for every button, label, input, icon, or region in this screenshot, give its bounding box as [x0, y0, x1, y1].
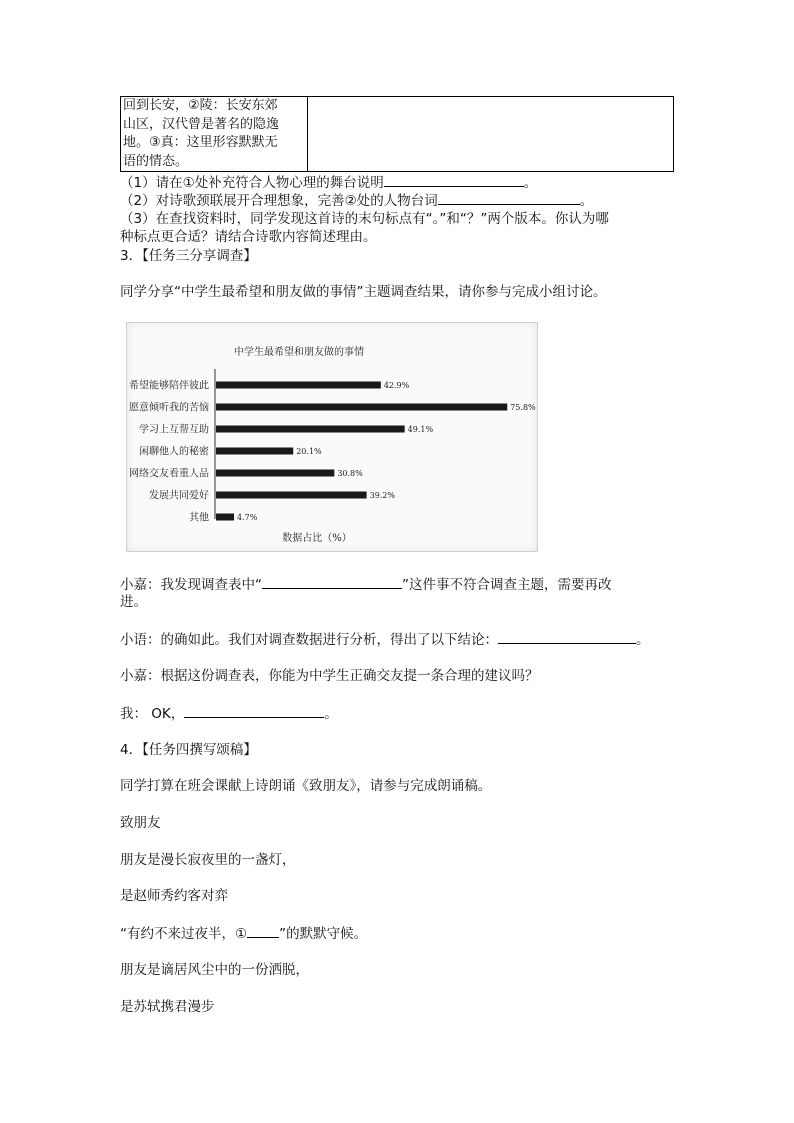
- xiaoyu-line: 小语：的确如此。我们对调查数据进行分析，得出了以下结论： 。: [120, 632, 650, 648]
- value-label: 4.7%: [237, 513, 258, 522]
- bar: [216, 492, 367, 499]
- value-label: 39.2%: [369, 491, 396, 500]
- notes-table: [120, 96, 674, 172]
- value-label: 42.9%: [383, 381, 410, 390]
- bar: [216, 426, 405, 433]
- bars-group: [129, 379, 536, 524]
- category-label: 其他: [189, 512, 209, 524]
- chart-title: 中学生最希望和朋友做的事情: [234, 347, 364, 358]
- answer-blank[interactable]: [247, 924, 279, 938]
- question-2: （2）对诗歌颈联展开合理想象，完善②处的人物台词 。: [120, 193, 594, 209]
- poem-line: “有约不来过夜半，① ”的默默守候。: [120, 926, 368, 942]
- notes-line: 回到长安，②陵：长安东郊: [123, 98, 278, 113]
- answer-blank[interactable]: [438, 191, 580, 205]
- task4-heading: 4．【任务四撰写颂稿】: [120, 742, 257, 758]
- bar: [216, 448, 293, 455]
- poem-title: 致朋友: [120, 815, 161, 831]
- answer-blank[interactable]: [384, 173, 524, 187]
- poem-line: 是苏轼携君漫步: [120, 999, 215, 1015]
- bar: [216, 470, 334, 477]
- task3-heading: 3．【任务三分享调查】: [120, 248, 257, 264]
- value-label: 49.1%: [407, 425, 434, 434]
- answer-blank[interactable]: [262, 575, 402, 589]
- survey-chart: [126, 322, 538, 552]
- poem-line: 朋友是谪居风尘中的一份洒脱，: [120, 962, 309, 978]
- notes-line: 山区，汉代曾是著名的隐逸: [123, 116, 280, 132]
- task4-intro: 同学打算在班会课献上诗朗诵《致朋友》，请参与完成朗诵稿。: [120, 778, 492, 794]
- task3-intro: 同学分享“中学生最希望和朋友做的事情”主题调查结果，请你参与完成小组讨论。: [120, 284, 607, 300]
- me-line: 我： OK， 。: [120, 706, 338, 722]
- value-label: 30.8%: [337, 469, 363, 478]
- value-label: 20.1%: [296, 447, 322, 456]
- bar: [216, 382, 381, 389]
- x-axis-label: 数据占比（%）: [282, 533, 352, 544]
- question-3-line-2: 种标点更合适？请结合诗歌内容简述理由。: [120, 229, 377, 245]
- category-label: 发展共同爱好: [149, 490, 209, 502]
- category-label: 愿意倾听我的苦恼: [129, 402, 209, 414]
- category-label: 闲聊他人的秘密: [139, 446, 209, 458]
- poem-line: 朋友是漫长寂夜里的一盏灯，: [120, 852, 296, 868]
- xiaojia-line-1-cont: 进。: [120, 594, 147, 610]
- xiaojia-line-2: 小嘉：根据这份调查表，你能为中学生正确交友提一条合理的建议吗？: [120, 668, 539, 684]
- category-label: 学习上互帮互助: [139, 424, 209, 436]
- notes-line: 语的情态。: [123, 153, 189, 169]
- value-label: 75.8%: [510, 403, 536, 412]
- notes-line: 地。③真：这里形容默默无: [123, 135, 278, 150]
- xiaojia-line-1: 小嘉：我发现调查表中“ ”这件事不符合调查主题，需要再改: [120, 577, 612, 593]
- notes-right-cell: [308, 97, 674, 172]
- question-3-line-1: （3）在查找资料时，同学发现这首诗的末句标点有“。”和“？”两个版本。你认为哪: [120, 211, 609, 227]
- bar: [216, 514, 234, 521]
- poem-line: 是赵师秀约客对弈: [120, 888, 228, 904]
- question-1: （1）请在①处补充符合人物心理的舞台说明 。: [120, 175, 538, 191]
- category-label: 网络交友看重人品: [129, 468, 209, 480]
- category-label: 希望能够陪伴彼此: [129, 380, 209, 392]
- notes-left-cell: [121, 97, 308, 172]
- answer-blank[interactable]: [498, 630, 636, 644]
- survey-chart-svg: [127, 323, 537, 551]
- answer-blank[interactable]: [184, 704, 324, 718]
- bar: [216, 404, 507, 411]
